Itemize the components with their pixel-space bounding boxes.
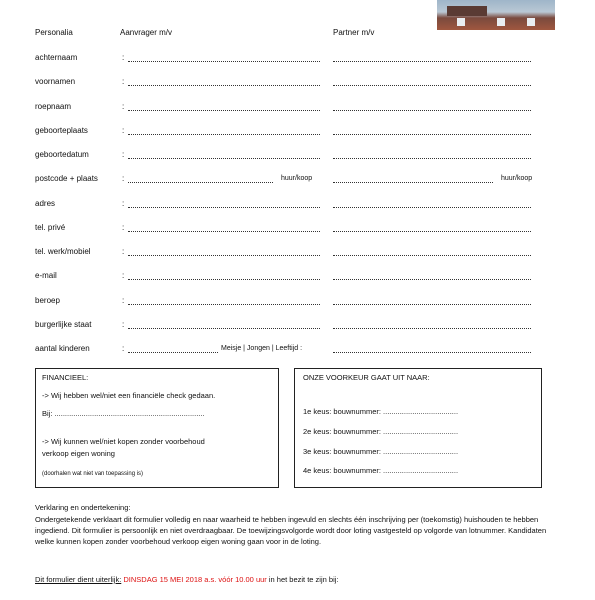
keus-2-field[interactable]: 2e keus: bouwnummer: .................................... xyxy=(303,427,459,436)
verklaring-text: Ondergetekende verklaart dit formulier volledig en naar waarheid te hebben ingevuld en slechts één inschrijving per (toekomstig) huishouden te hebben ingediend. Dit formulier is persoonlijk en niet overdraagbaar. De toewijzingsvolgorde wordt door loting vastgesteld op volgorde van lotnummer. Kandidaten welke kunnen kopen zonder voorbehoud verkoop eigen woning gaan voor in de loting. xyxy=(35,515,547,546)
aanvrager-heading: Aanvrager m/v xyxy=(120,28,173,37)
aanvrager-roepnaam-input[interactable] xyxy=(128,110,320,111)
field-colon: : xyxy=(122,150,125,159)
kinderen-detail-label: Meisje | Jongen | Leeftijd : xyxy=(221,345,303,352)
aanvrager-tel-werk-mobiel-input[interactable] xyxy=(128,255,320,256)
aanvrager-voornamen-input[interactable] xyxy=(128,85,320,86)
partner-postcode-plaats-input[interactable] xyxy=(333,182,493,183)
aanvrager-geboortedatum-input[interactable] xyxy=(128,158,320,159)
field-label-tel-werk-mobiel: tel. werk/mobiel xyxy=(35,247,91,256)
partner-burgerlijke-staat-input[interactable] xyxy=(333,328,531,329)
partner-adres-input[interactable] xyxy=(333,207,531,208)
field-label-beroep: beroep xyxy=(35,296,60,305)
field-label-burgerlijke-staat: burgerlijke staat xyxy=(35,320,92,329)
field-colon: : xyxy=(122,247,125,256)
aanvrager-beroep-input[interactable] xyxy=(128,304,320,305)
keus-1-field[interactable]: 1e keus: bouwnummer: .................................... xyxy=(303,407,459,416)
aanvrager-geboorteplaats-input[interactable] xyxy=(128,134,320,135)
aanvrager-tel-priv-input[interactable] xyxy=(128,231,320,232)
field-colon: : xyxy=(122,320,125,329)
aanvrager-e-mail-input[interactable] xyxy=(128,279,320,280)
field-colon: : xyxy=(122,77,125,86)
field-colon: : xyxy=(122,53,125,62)
field-label-postcode-plaats: postcode + plaats xyxy=(35,174,98,183)
financieel-voorbehoud-line-2: verkoop eigen woning xyxy=(42,449,115,458)
aanvrager-postcode-plaats-input[interactable] xyxy=(128,182,273,183)
field-label-roepnaam: roepnaam xyxy=(35,102,72,111)
personalia-heading: Personalia xyxy=(35,28,73,37)
field-colon: : xyxy=(122,271,125,280)
financieel-bij-line[interactable]: Bij: ........................................................................ xyxy=(42,409,205,418)
partner-beroep-input[interactable] xyxy=(333,304,531,305)
financieel-box xyxy=(35,368,279,488)
field-label-tel-priv: tel. privé xyxy=(35,223,66,232)
aanvrager-achternaam-input[interactable] xyxy=(128,61,320,62)
verklaring-title: Verklaring en ondertekening: xyxy=(35,503,131,512)
aanvrager-burgerlijke-staat-input[interactable] xyxy=(128,328,320,329)
field-label-e-mail: e-mail xyxy=(35,271,57,280)
keus-3-field[interactable]: 3e keus: bouwnummer: .................................... xyxy=(303,447,459,456)
field-label-geboorteplaats: geboorteplaats xyxy=(35,126,88,135)
field-colon: : xyxy=(122,174,125,183)
field-colon: : xyxy=(122,102,125,111)
financieel-voorbehoud-line[interactable]: -> Wij kunnen wel/niet kopen zonder voorbehoud xyxy=(42,437,205,446)
partner-achternaam-input[interactable] xyxy=(333,61,531,62)
deadline-line xyxy=(35,574,555,585)
field-colon: : xyxy=(122,223,125,232)
partner-geboortedatum-input[interactable] xyxy=(333,158,531,159)
field-colon: : xyxy=(122,344,125,353)
voorkeur-box xyxy=(294,368,542,488)
field-label-geboortedatum: geboortedatum xyxy=(35,150,89,159)
field-colon: : xyxy=(122,199,125,208)
deadline-suffix: in het bezit te zijn bij: xyxy=(266,575,339,584)
keus-4-field[interactable]: 4e keus: bouwnummer: .................................... xyxy=(303,466,459,475)
aanvrager-aantal-kinderen-input[interactable] xyxy=(128,352,218,353)
partner-heading: Partner m/v xyxy=(333,28,375,37)
partner-roepnaam-input[interactable] xyxy=(333,110,531,111)
field-label-achternaam: achternaam xyxy=(35,53,78,62)
partner-geboorteplaats-input[interactable] xyxy=(333,134,531,135)
partner-aantal-kinderen-input[interactable] xyxy=(333,352,531,353)
voorkeur-title: ONZE VOORKEUR GAAT UIT NAAR: xyxy=(303,373,430,382)
partner-tel-priv-input[interactable] xyxy=(333,231,531,232)
field-colon: : xyxy=(122,126,125,135)
deadline-prefix: Dit formulier dient uiterlijk: xyxy=(35,575,122,584)
field-label-adres: adres xyxy=(35,199,56,208)
house-photo xyxy=(437,0,555,30)
aanvrager-adres-input[interactable] xyxy=(128,207,320,208)
partner-tel-werk-mobiel-input[interactable] xyxy=(333,255,531,256)
deadline-date: DINSDAG 15 MEI 2018 a.s. vóór 10.00 uur xyxy=(123,575,267,584)
financieel-note: (doorhalen wat niet van toepassing is) xyxy=(42,471,144,477)
partner-e-mail-input[interactable] xyxy=(333,279,531,280)
partner-huur-koop-label: huur/koop xyxy=(501,175,533,182)
financieel-check-line[interactable]: -> Wij hebben wel/niet een financiële check gedaan. xyxy=(42,391,216,400)
field-colon: : xyxy=(122,296,125,305)
field-label-aantal-kinderen: aantal kinderen xyxy=(35,344,90,353)
partner-voornamen-input[interactable] xyxy=(333,85,531,86)
huur-koop-label: huur/koop xyxy=(281,175,313,182)
field-label-voornamen: voornamen xyxy=(35,77,76,86)
financieel-title: FINANCIEEL: xyxy=(42,373,89,382)
